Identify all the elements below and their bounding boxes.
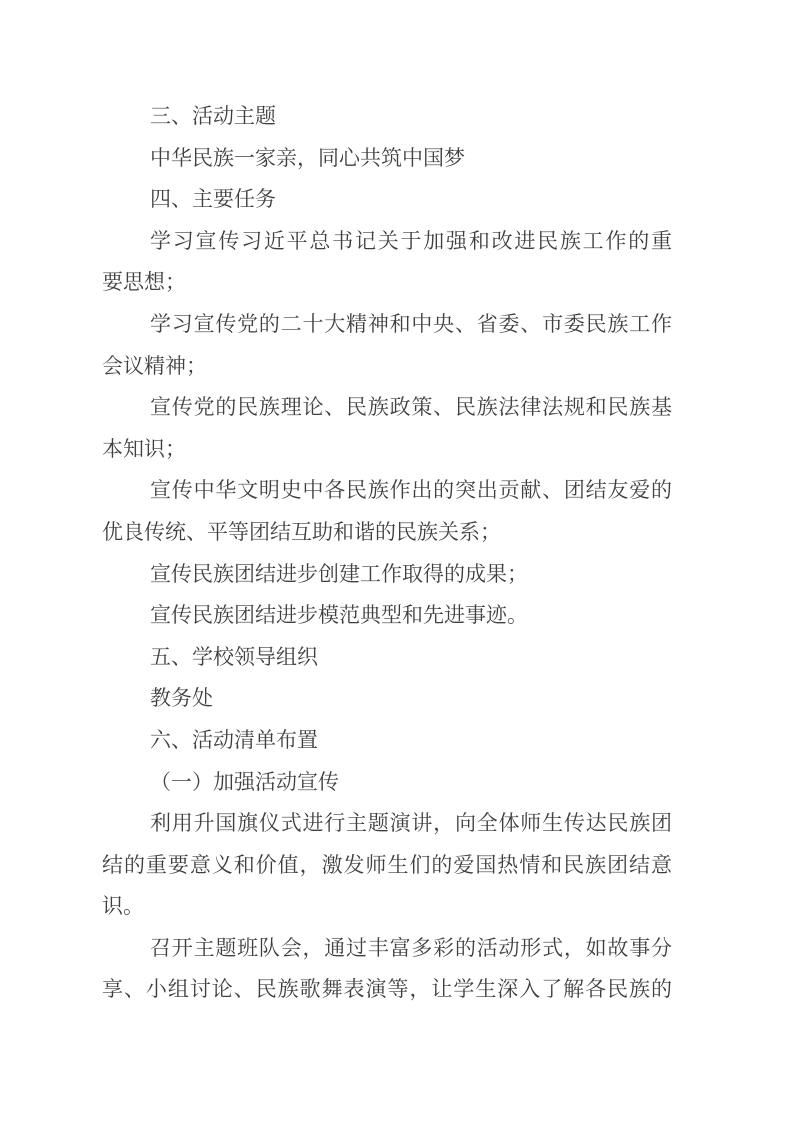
text-line-10: 宣传中华文明史中各民族作出的突出贡献、团结友爱的 (150, 478, 672, 503)
text-line-12: 宣传民族团结进步创建工作取得的成果； (150, 561, 528, 586)
text-line-7: 会议精神； (102, 353, 207, 378)
text-line-19: 结的重要意义和价值，激发师生们的爱国热情和民族团结意 (102, 852, 672, 877)
text-line-2: 中华民族一家亲，同心共筑中国梦 (150, 145, 465, 170)
text-line-5: 要思想； (102, 270, 186, 295)
text-line-13: 宣传民族团结进步模范典型和先进事迹。 (150, 603, 528, 628)
text-line-6: 学习宣传党的二十大精神和中央、省委、市委民族工作 (150, 311, 672, 336)
text-line-16: 六、活动清单布置 (150, 727, 318, 752)
text-line-8: 宣传党的民族理论、民族政策、民族法律法规和民族基 (150, 395, 672, 420)
text-line-3: 四、主要任务 (150, 187, 276, 212)
text-line-15: 教务处 (150, 686, 213, 711)
text-line-20: 识。 (102, 894, 144, 919)
text-line-18: 利用升国旗仪式进行主题演讲，向全体师生传达民族团 (150, 811, 672, 836)
text-line-14: 五、学校领导组织 (150, 644, 318, 669)
text-line-11: 优良传统、平等团结互助和谐的民族关系； (102, 519, 501, 544)
text-line-9: 本知识； (102, 436, 186, 461)
text-line-17: （一）加强活动宣传 (150, 769, 339, 794)
text-line-22: 享、小组讨论、民族歌舞表演等，让学生深入了解各民族的 (102, 977, 672, 1002)
text-line-21: 召开主题班队会，通过丰富多彩的活动形式，如故事分 (150, 935, 672, 960)
text-line-4: 学习宣传习近平总书记关于加强和改进民族工作的重 (150, 228, 672, 253)
text-line-1: 三、活动主题 (150, 104, 276, 128)
document-body (102, 96, 672, 1011)
